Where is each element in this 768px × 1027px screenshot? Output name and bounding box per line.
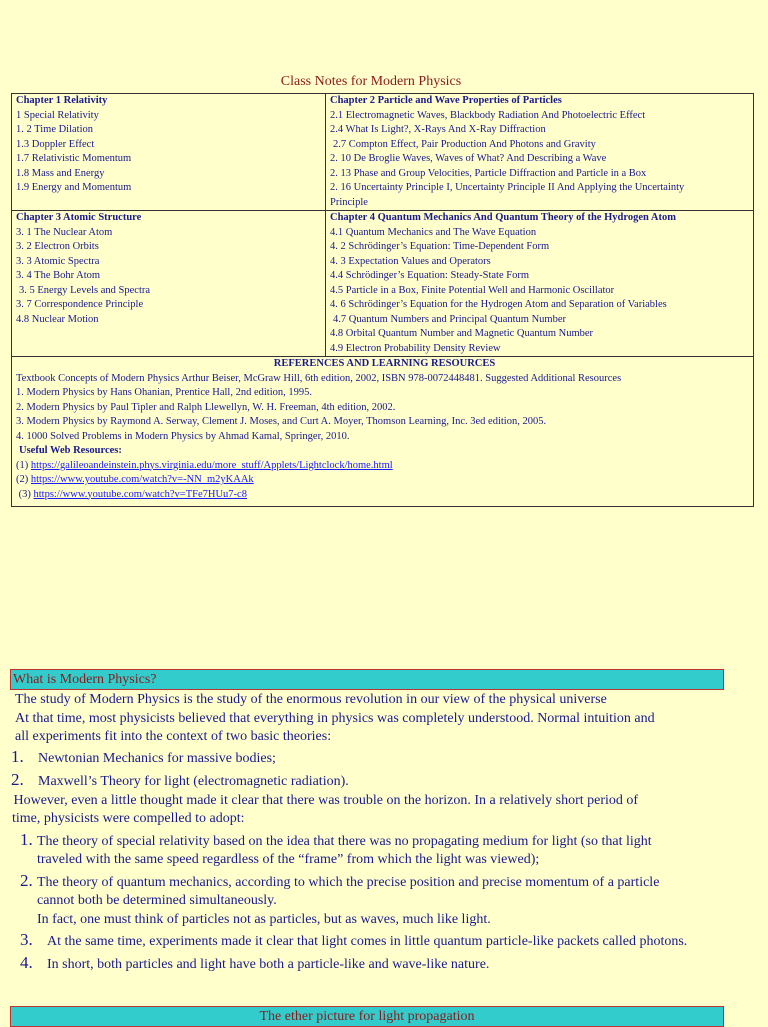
chapter-1-heading: Chapter 1 Relativity [16,95,108,106]
list-number: 1. [11,747,24,766]
toc-item: 2.1 Electromagnetic Waves, Blackbody Radiation And Photoelectric Effect [330,109,646,121]
toc-item: 1.7 Relativistic Momentum [16,153,132,164]
toc-item: 4.9 Electron Probability Density Review [330,342,501,354]
toc-item: 3. 2 Electron Orbits [16,241,99,252]
toc-item: 1. 2 Time Dilation [16,124,94,135]
toc-item: 2.4 What Is Light?, X-Rays And X-Ray Diffraction [330,124,546,135]
chapter-1-cell [12,94,326,211]
list-number: 4. [20,953,33,972]
toc-item: 1.8 Mass and Energy [16,167,105,179]
section-heading-banner: The ether picture for light propagation [10,1006,724,1027]
web-link[interactable]: https://galileoandeinstein.phys.virginia.edu/more_stuff/Applets/Lightclock/home.html [30,459,393,471]
toc-item: 3. 1 The Nuclear Atom [16,226,113,238]
contents-table [11,93,754,507]
toc-item: 4.1 Quantum Mechanics and The Wave Equation [330,226,537,238]
paragraph: At that time, most physicists believed that everything in physics was completely understood. Normal intuition and [15,711,655,726]
reference-item: 1. Modern Physics by Hans Ohanian, Prentice Hall, 2nd edition, 1995. [16,387,312,398]
toc-item: 4.4 Schrödinger’s Equation: Steady-State Form [330,270,529,281]
toc-item: 3. 4 The Bohr Atom [16,270,101,281]
paragraph: time, physicists were compelled to adopt: [12,811,245,826]
paragraph: The study of Modern Physics is the study of the enormous revolution in our view of the physical universe [15,692,607,707]
chapter-3-heading: Chapter 3 Atomic Structure [16,212,142,223]
link-number: (3) [16,488,34,500]
toc-item: 4. 6 Schrödinger’s Equation for the Hydrogen Atom and Separation of Variables [330,299,667,310]
toc-item: 1.9 Energy and Momentum [16,182,132,193]
web-resources-heading: Useful Web Resources: [19,445,122,456]
toc-item: 2.7 Compton Effect, Pair Production And Photons and Gravity [333,138,596,150]
textbook-line: Textbook Concepts of Modern Physics Arthur Beiser, McGraw Hill, 6th edition, 2002, ISBN 978-0072448481. Suggested Additional Resources [16,372,622,384]
list-item-continued: In fact, one must think of particles not as particles, but as waves, much like light. [37,912,491,927]
list-item-continued: cannot both be determined simultaneously. [37,893,277,908]
toc-item: 3. 7 Correspondence Principle [16,299,144,310]
list-item: Maxwell’s Theory for light (electromagnetic radiation). [38,774,349,789]
list-number: 1. [20,830,33,849]
list-item-continued: traveled with the same speed regardless of the “frame” from which the light was viewed); [37,852,540,867]
reference-item: 3. Modern Physics by Raymond A. Serway, Clement J. Moses, and Curt A. Moyer, Thomson Learning, Inc. 3ed edition, 2005. [16,416,547,427]
references-heading: REFERENCES AND LEARNING RESOURCES [273,358,496,369]
reference-item: 2. Modern Physics by Paul Tipler and Ralph Llewellyn, W. H. Freeman, 4th edition, 2002. [16,401,396,413]
link-number: (1) [16,459,31,471]
toc-item: 2. 10 De Broglie Waves, Waves of What? And Describing a Wave [330,153,607,164]
section-heading-banner: What is Modern Physics? [10,669,724,690]
paragraph: However, even a little thought made it clear that there was trouble on the horizon. In a relatively short period of [10,793,639,808]
web-link-row [16,473,753,488]
paragraph: all experiments fit into the context of two basic theories: [15,729,332,744]
list-number: 2. [20,871,33,890]
toc-item: 4.8 Nuclear Motion [16,313,99,325]
toc-item: 4. 2 Schrödinger’s Equation: Time-Dependent Form [330,241,550,252]
list-number: 3. [20,930,33,949]
toc-item: 4.5 Particle in a Box, Finite Potential Well and Harmonic Oscillator [330,284,615,296]
list-item: At the same time, experiments made it clear that light comes in little quantum particle-like packets called photons. [47,934,688,949]
list-item: In short, both particles and light have both a particle-like and wave-like nature. [47,957,490,972]
page-title: Class Notes for Modern Physics [280,74,462,89]
references-cell [12,357,754,507]
toc-item: 4.7 Quantum Numbers and Principal Quantum Number [333,313,566,325]
list-number: 2. [11,770,24,789]
list-item: Newtonian Mechanics for massive bodies; [38,751,276,766]
link-number: (2) [16,474,31,485]
web-link[interactable]: https://www.youtube.com/watch?v=TFe7HUu7-c8 [33,488,247,500]
reference-item: 4. 1000 Solved Problems in Modern Physics by Ahmad Kamal, Springer, 2010. [16,430,350,442]
chapter-2-heading: Chapter 2 Particle and Wave Properties of Particles [330,95,562,106]
toc-item: 2. 13 Phase and Group Velocities, Particle Diffraction and Particle in a Box [330,167,647,179]
toc-item: 3. 3 Atomic Spectra [16,255,100,267]
toc-item: 4.8 Orbital Quantum Number and Magnetic Quantum Number [330,328,594,339]
toc-item: 4. 3 Expectation Values and Operators [330,255,491,267]
chapter-2-cell [326,94,754,211]
list-item: The theory of special relativity based on the idea that there was no propagating medium for light (so that light [37,834,652,849]
toc-item: 3. 5 Energy Levels and Spectra [19,284,151,296]
chapter-3-cell [12,211,326,357]
list-item: The theory of quantum mechanics, according to which the precise position and precise momentum of a particle [37,875,660,890]
chapter-4-heading: Chapter 4 Quantum Mechanics And Quantum Theory of the Hydrogen Atom [330,212,676,223]
chapter-4-cell [326,211,754,357]
toc-item: 1 Special Relativity [16,109,99,121]
toc-item: 2. 16 Uncertainty Principle I, Uncertainty Principle II And Applying the Uncertainty Principle [330,182,685,208]
web-link[interactable]: https://www.youtube.com/watch?v=-NN_m2yKAAk [30,474,254,485]
toc-item: 1.3 Doppler Effect [16,138,95,150]
web-link-row [16,488,753,503]
web-link-row [16,459,753,474]
